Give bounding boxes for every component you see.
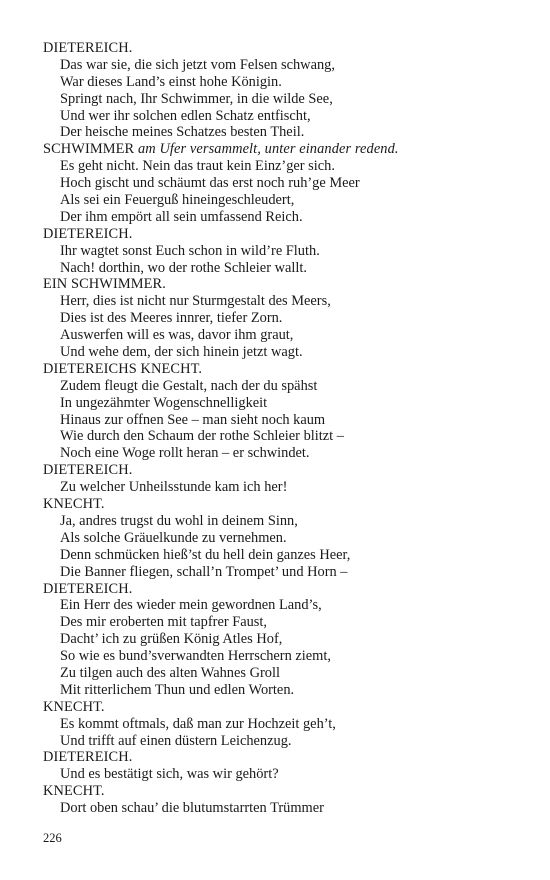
speaker-line xyxy=(43,276,523,293)
speaker-name: KNECHT. xyxy=(43,698,105,715)
verse-line: Die Banner fliegen, schall’n Trompet’ und Horn – xyxy=(60,563,348,580)
speaker-line xyxy=(43,581,523,598)
verse-line: Der ihm empört all sein umfassend Reich. xyxy=(60,208,303,225)
verse-line: Und es bestätigt sich, was wir gehört? xyxy=(60,766,279,783)
speaker-name: DIETEREICH. xyxy=(43,225,133,242)
verse-line: Hinaus zur offnen See – man sieht noch kaum xyxy=(60,411,326,428)
speaker-line xyxy=(43,496,523,513)
verse-line: Dies ist des Meeres innrer, tiefer Zorn. xyxy=(60,310,283,327)
speaker-name: EIN SCHWIMMER. xyxy=(43,276,166,293)
speaker-name: DIETEREICH. xyxy=(43,40,133,56)
verse-line: Herr, dies ist nicht nur Sturmgestalt des Meers, xyxy=(60,293,331,310)
verse-line: Dacht’ ich zu grüßen König Atles Hof, xyxy=(60,631,283,648)
verse-line: Ihr wagtet sonst Euch schon in wild’re Fluth. xyxy=(60,242,320,259)
speaker-name: DIETEREICH. xyxy=(43,580,133,597)
speaker-line xyxy=(43,783,523,800)
verse-line: Hoch gischt und schäumt das erst noch ruh’ge Meer xyxy=(60,175,360,192)
verse-line: So wie es bund’sverwandten Herrschern ziemt, xyxy=(60,648,331,665)
verse-line: Und wer ihr solchen edlen Schatz entfischt, xyxy=(60,107,311,124)
verse-line: Ja, andres trugst du wohl in deinem Sinn, xyxy=(60,512,298,529)
verse-line: Dort oben schau’ die blutumstarrten Trümmer xyxy=(60,800,324,817)
verse-line: Des mir eroberten mit tapfrer Faust, xyxy=(60,614,267,631)
verse-line: Mit ritterlichem Thun und edlen Worten. xyxy=(60,681,295,698)
verse-line: Nach! dorthin, wo der rothe Schleier wallt. xyxy=(60,259,307,276)
verse-line: Und trifft auf einen düstern Leichenzug. xyxy=(60,732,292,749)
speaker-line xyxy=(43,226,523,243)
speaker-name: SCHWIMMER xyxy=(43,141,138,158)
verse-line: Zu tilgen auch des alten Wahnes Groll xyxy=(60,664,280,681)
speaker-name: KNECHT. xyxy=(43,783,105,800)
speaker-name: DIETEREICH. xyxy=(43,749,133,766)
verse-line: Und wehe dem, der sich hinein jetzt wagt. xyxy=(60,344,303,361)
verse-line: Auswerfen will es was, davor ihm graut, xyxy=(60,327,294,344)
verse-line: War dieses Land’s einst hohe Königin. xyxy=(60,73,282,90)
speaker-name: DIETEREICH. xyxy=(43,462,133,479)
verse-line: Als sei ein Feuerguß hineingeschleudert, xyxy=(60,192,295,209)
speaker-name: DIETEREICHS KNECHT. xyxy=(43,360,203,377)
verse-line: Wie durch den Schaum der rothe Schleier blitzt – xyxy=(60,428,344,445)
stage-direction: am Ufer versammelt, unter einander redend. xyxy=(137,141,399,158)
verse-line: Es kommt oftmals, daß man zur Hochzeit geh’t, xyxy=(60,715,336,732)
verse-line: Es geht nicht. Nein das traut kein Einz’ger sich. xyxy=(60,158,335,175)
speaker-line xyxy=(43,141,523,158)
page-number: 226 xyxy=(43,831,62,845)
speaker-line xyxy=(43,361,523,378)
verse-line: Ein Herr des wieder mein gewordnen Land’s, xyxy=(60,597,322,614)
speaker-line xyxy=(43,40,523,57)
verse-line: Denn schmücken hieß’st du hell dein ganzes Heer, xyxy=(60,546,351,563)
verse-line: Der heische meines Schatzes besten Theil. xyxy=(60,124,305,141)
verse-line: In ungezähmter Wogenschnelligkeit xyxy=(60,394,268,411)
verse-line: Als solche Gräuelkunde zu vernehmen. xyxy=(60,529,287,546)
verse-line: Zu welcher Unheilsstunde kam ich her! xyxy=(60,479,288,496)
speaker-name: KNECHT. xyxy=(43,496,105,513)
play-text-page xyxy=(43,40,523,817)
verse-line: Springt nach, Ihr Schwimmer, in die wilde See, xyxy=(60,90,333,107)
verse-line: Das war sie, die sich jetzt vom Felsen schwang, xyxy=(60,56,335,73)
verse-line: Noch eine Woge rollt heran – er schwindet. xyxy=(60,445,310,462)
verse-line: Zudem fleugt die Gestalt, nach der du spähst xyxy=(60,377,318,394)
speaker-line xyxy=(43,462,523,479)
speaker-line xyxy=(43,699,523,716)
speaker-line xyxy=(43,749,523,766)
